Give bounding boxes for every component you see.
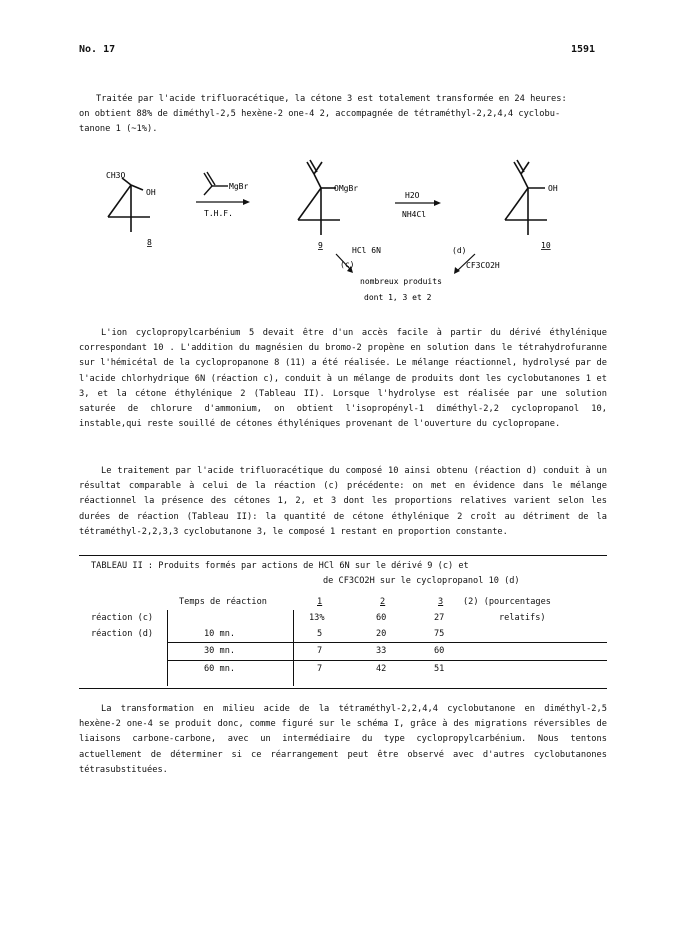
row-c-label: réaction (c) [91,613,154,623]
reagent-2-water: H2O [405,191,420,200]
row-d-time-30: 30 mn. [204,646,236,656]
isopropenyl-grignard-structure [204,172,228,195]
table-header-1: 1 [317,597,323,607]
body-paragraph-2-text: Le traitement par l'acide trifluoracétique du composé 10 ainsi obtenu (réaction d) conduit à un résultat comparable à celui de la réaction (c) précédente: on met en évidence dans le mélange réactionnel la présence des cétones 1, 2, et 3 dont les proportions relatives varient selon les durées de réaction (Tableau II): la quantité de cétone éthylénique 2 croît au détriment de la tétraméthyl-2,2,3,3 cyclobutanone 3, le composé 1 restant en proportion constante. [79,466,607,537]
table-header-time: Temps de réaction [179,597,267,607]
intro-line-3: tanone 1 (~1%). [79,124,158,134]
table-rule-middle [293,610,294,686]
row-c-value-2: 60 [376,613,387,623]
journal-number: No. 17 [79,44,116,55]
row-d-10-value-1: 5 [317,629,323,639]
row-d-30-value-2: 33 [376,646,387,656]
compound-8-label: 8 [147,238,152,247]
body-paragraph-1-text: L'ion cyclopropylcarbénium 5 devait être d'un accès facile à partir du dérivé éthylénique correspondant 10 . L'addition du magnésien du bromo-2 propène en solution dans le tétrahydrofuranne sur l'hémicétal de la cyclopropanone 8 (11) a été réalisée. Le mélange réactionnel, hydrolysé par de l'acide chlorhydrique 6N (réaction c), conduit à un mélange de produits dont les cyclobutanones 1 et 3, et la cétone éthylénique 2 (Tableau II). Lorsque l'hydrolyse est réalisée par une solution saturée de chlorure d'ammonium, on obtient l'isopropényl-1 diméthyl-2,2 cyclopropanol 10, instable,qui reste souillé de cétones éthyléniques provenant de l'ouverture du cyclopropane. [79,328,607,430]
reagent-2-nh4cl: NH4Cl [402,210,427,219]
row-c-value-3: 27 [434,613,445,623]
compound-9-structure [298,160,340,235]
table-rule-row-2 [167,660,607,661]
path-c-label: (c) [340,260,355,269]
row-d-30-value-3: 60 [434,646,445,656]
products-line-1: nombreux produits [360,277,442,286]
compound-9-omgbr: OMgBr [334,184,359,193]
reaction-scheme [0,150,680,310]
row-c-value-1: 13% [309,613,325,623]
path-d-reagent: CF3CO2H [466,261,500,270]
table-rule-left [167,610,168,686]
table-ii [79,555,607,689]
row-d-time-60: 60 mn. [204,664,236,674]
compound-8-methoxy: CH3O [106,171,126,180]
row-d-60-value-3: 51 [434,664,445,674]
compound-10-hydroxyl: OH [548,184,558,193]
page-number: 1591 [571,44,596,55]
table-rule-row-1 [167,642,607,643]
reagent-1-solvent: T.H.F. [204,209,233,218]
path-d-label: (d) [452,246,467,255]
row-d-60-value-2: 42 [376,664,387,674]
reagent-1-mgbr: MgBr [229,182,249,191]
body-paragraph-2 [79,464,607,540]
compound-10-label: 10 [541,241,551,250]
table-caption-line-1: TABLEAU II : Produits formés par actions de HCl 6N sur le dérivé 9 (c) et [91,561,469,571]
compound-8-hydroxyl: OH [146,188,156,197]
body-paragraph-3-text: La transformation en milieu acide de la tétraméthyl-2,2,4,4 cyclobutanone en diméthyl-2,5 hexène-2 one-4 se produit donc, comme figuré sur le schéma I, grâce à des migrations réversibles de liaisons carbone-carbone, avec un intermédiaire du type cyclopropylcarbénium. Nous tentons actuellement de déterminer si ce réarrangement peut être observé avec d'autres cyclobutanones tétrasubstituées. [79,704,607,775]
row-d-10-value-2: 20 [376,629,387,639]
arrow-1-head [243,199,250,205]
row-d-60-value-1: 7 [317,664,323,674]
body-paragraph-1 [79,326,607,432]
compound-8-structure [108,178,150,232]
arrow-d-head [454,267,460,274]
table-note-line-2: relatifs) [499,613,546,623]
table-note-line-1: (2) (pourcentages [463,597,551,607]
compound-9-label: 9 [318,241,323,250]
table-header-3: 3 [438,597,444,607]
body-paragraph-3 [79,702,607,778]
intro-line-2: on obtient 88% de diméthyl-2,5 hexène-2 one-4 2, accompagnée de tétraméthyl-2,2,4,4 cyclobu- [79,109,561,119]
intro-line-1: Traitée par l'acide trifluoracétique, la cétone 3 est totalement transformée en 24 heures: [96,94,567,104]
compound-10-structure [505,160,547,235]
products-line-2: dont 1, 3 et 2 [364,293,432,302]
path-c-reagent: HCl 6N [352,246,381,255]
row-d-10-value-3: 75 [434,629,445,639]
row-d-label: réaction (d) [91,629,154,639]
row-d-30-value-1: 7 [317,646,323,656]
row-d-time-10: 10 mn. [204,629,236,639]
table-caption-line-2: de CF3CO2H sur le cyclopropanol 10 (d) [323,576,520,586]
table-header-2: 2 [380,597,386,607]
arrow-2-head [434,200,441,206]
